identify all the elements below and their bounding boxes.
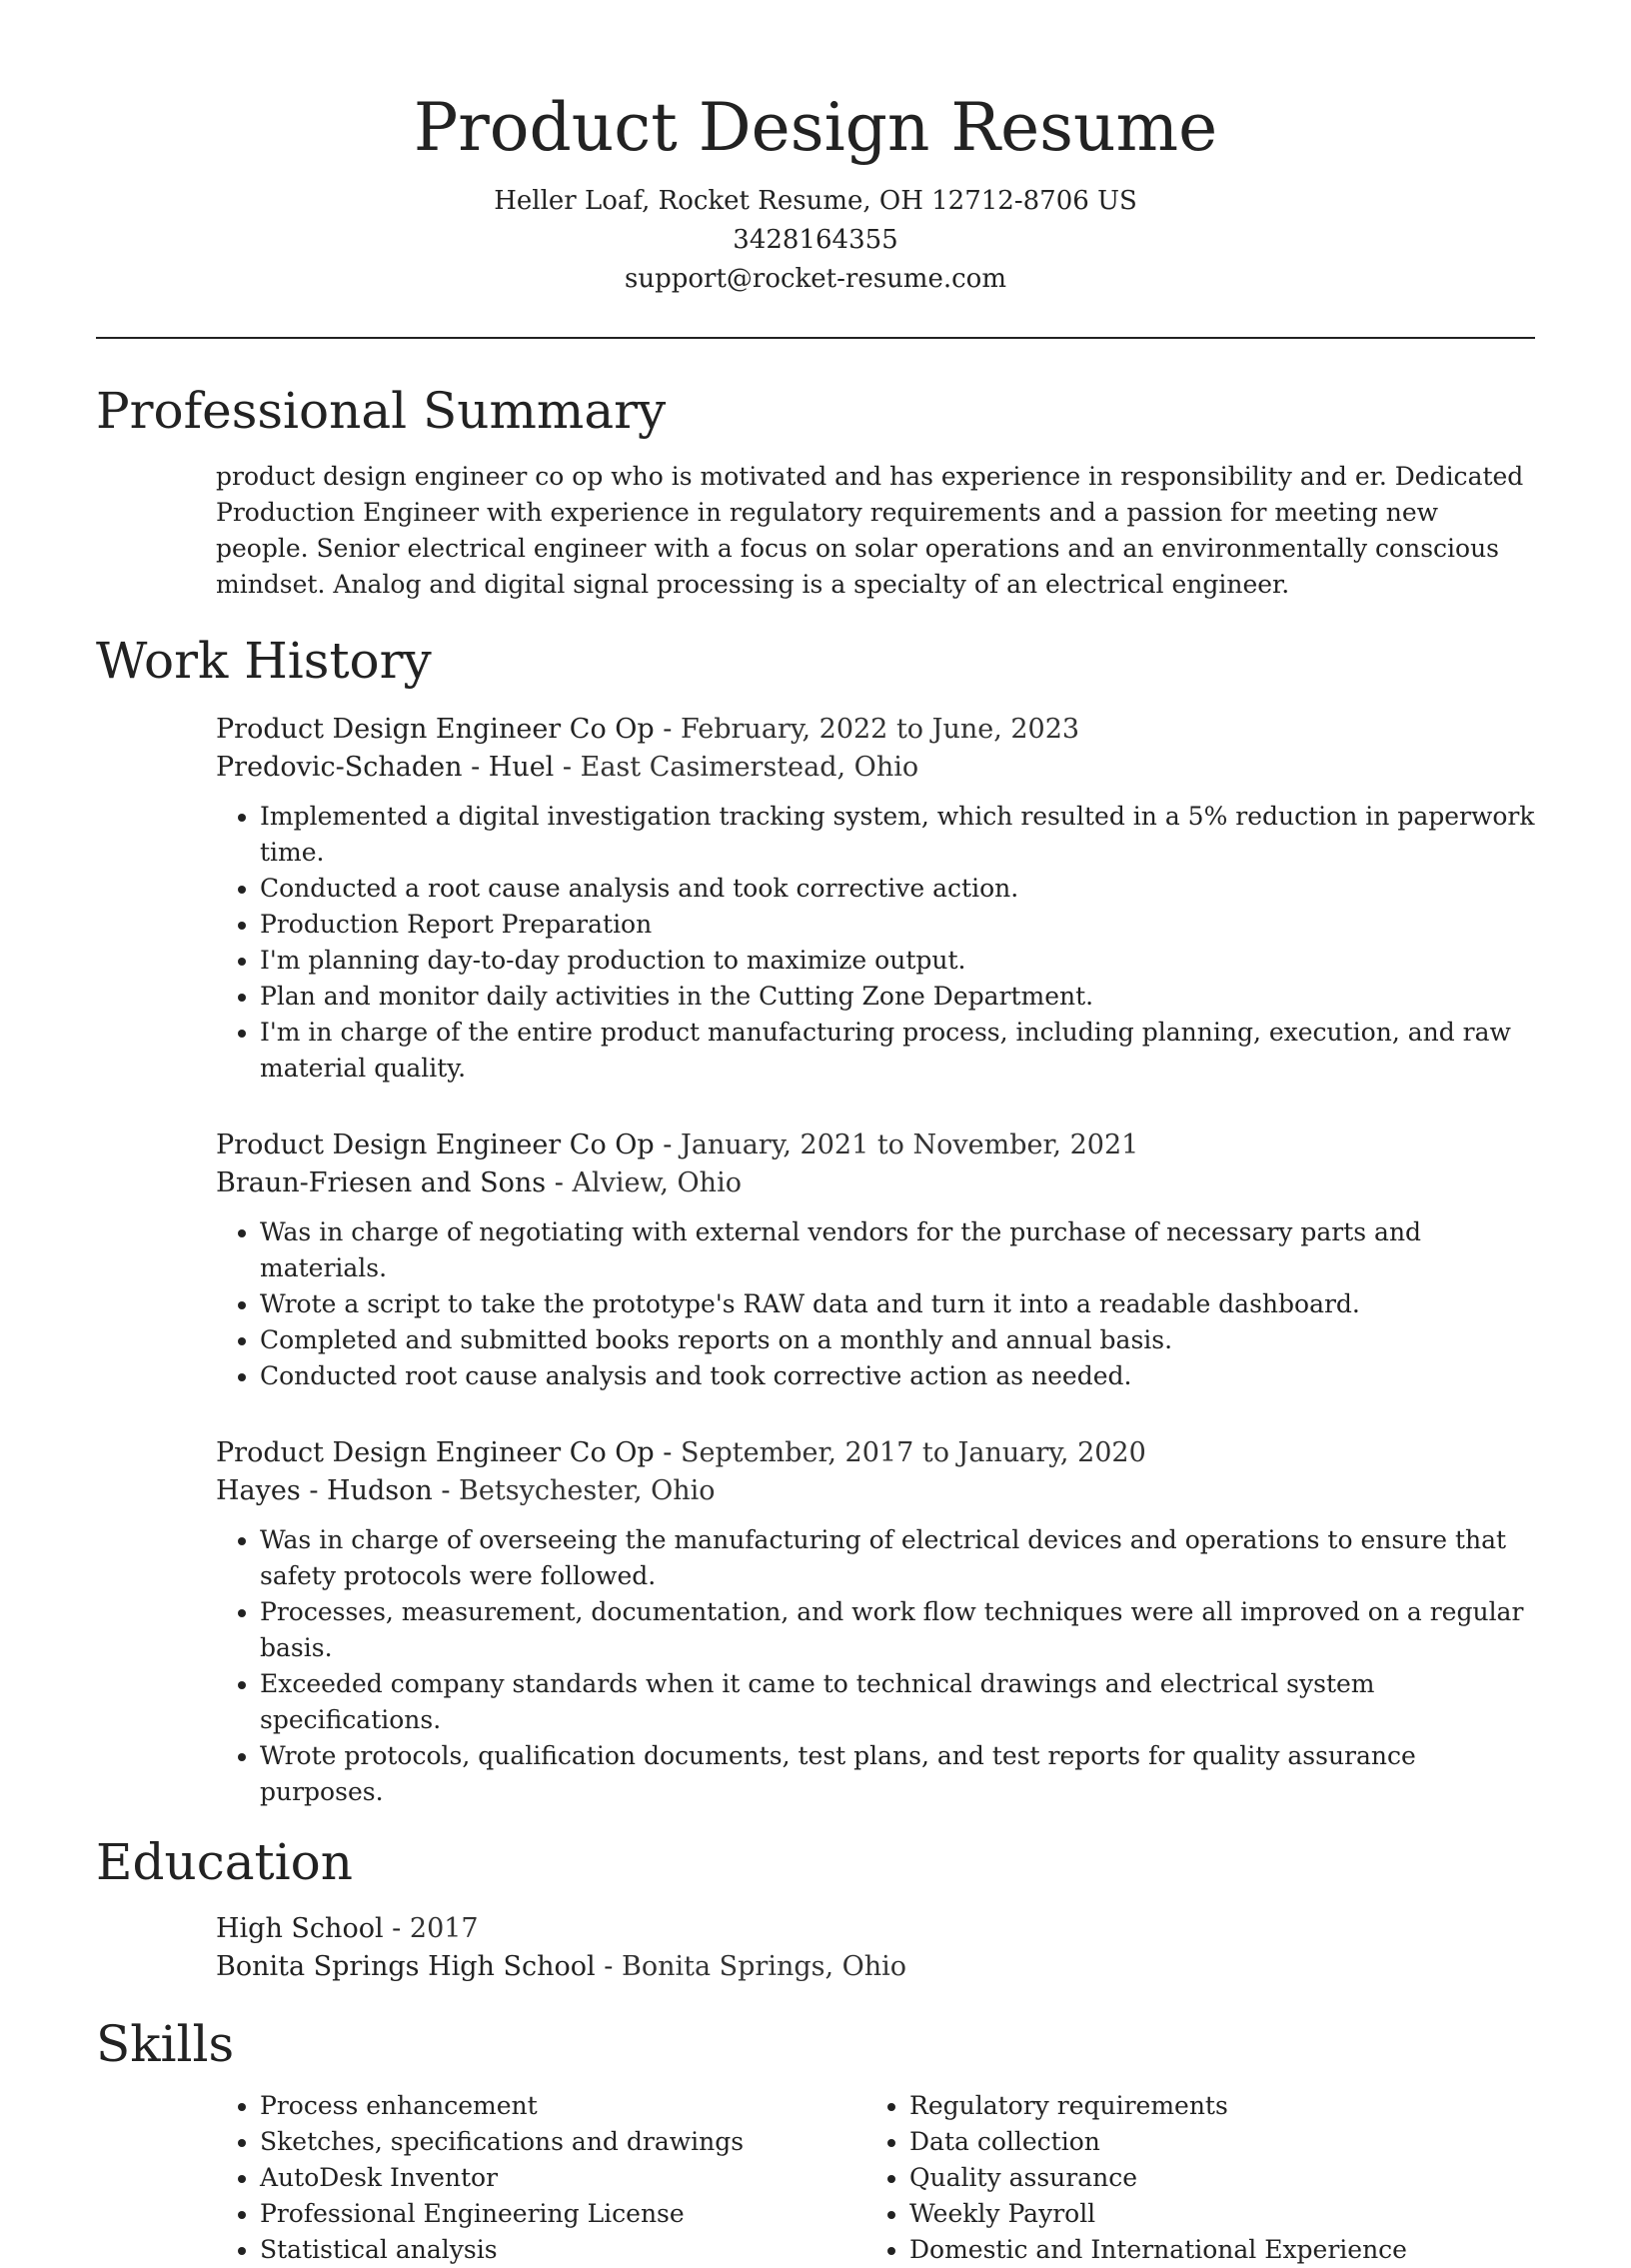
job-title-line: Product Design Engineer Co Op - September, 2017 to January, 2020 bbox=[216, 1437, 1146, 1468]
list-item: • Statistical analysis bbox=[260, 2232, 865, 2268]
list-item: • Processes, measurement, documentation, and work flow techniques were all improved on a regular basis. bbox=[260, 1594, 1535, 1666]
job-dates: January, 2021 to November, 2021 bbox=[681, 1130, 1139, 1160]
list-item: • Regulatory requirements bbox=[909, 2088, 1515, 2124]
job-bullets bbox=[216, 1522, 1535, 1810]
resume-header bbox=[96, 0, 1535, 299]
summary-section bbox=[96, 379, 1535, 603]
job-bullets bbox=[216, 799, 1535, 1087]
list-item: • Implemented a digital investigation tracking system, which resulted in a 5% reduction in paperwork time. bbox=[260, 799, 1535, 871]
job-company: Hayes - Hudson bbox=[216, 1475, 433, 1506]
list-item: • Wrote protocols, qualification documents, test plans, and test reports for quality assurance purposes. bbox=[260, 1738, 1535, 1810]
job-title-line: Product Design Engineer Co Op - January, 2021 to November, 2021 bbox=[216, 1130, 1139, 1160]
job-dates: September, 2017 to January, 2020 bbox=[681, 1437, 1146, 1468]
list-item: • AutoDesk Inventor bbox=[260, 2160, 865, 2196]
phone: 3428164355 bbox=[733, 225, 898, 255]
job-entry bbox=[216, 1127, 1535, 1394]
skills-column-left bbox=[216, 2088, 865, 2268]
list-item: • Quality assurance bbox=[909, 2160, 1515, 2196]
education-school: Bonita Springs High School bbox=[216, 1951, 596, 1982]
list-item: • Professional Engineering License bbox=[260, 2196, 865, 2232]
job-entry bbox=[216, 711, 1535, 1087]
education-year: 2017 bbox=[409, 1913, 479, 1944]
education-section bbox=[96, 1830, 1535, 1986]
education-degree-line: High School - 2017 bbox=[216, 1913, 479, 1944]
list-item: • Production Report Preparation bbox=[260, 907, 1535, 943]
education-school-line: Bonita Springs High School - Bonita Springs, Ohio bbox=[216, 1951, 907, 1982]
job-company-line: Predovic-Schaden - Huel - East Casimerstead, Ohio bbox=[216, 752, 919, 783]
list-item: • Plan and monitor daily activities in the Cutting Zone Department. bbox=[260, 979, 1535, 1015]
job-company: Predovic-Schaden - Huel bbox=[216, 752, 555, 783]
skills-list-right bbox=[865, 2088, 1515, 2268]
education-degree: High School bbox=[216, 1913, 384, 1944]
resume-page bbox=[96, 0, 1535, 2268]
list-item: • Completed and submitted books reports on a monthly and annual basis. bbox=[260, 1322, 1535, 1358]
job-dates: February, 2022 to June, 2023 bbox=[681, 714, 1080, 745]
job-title-line: Product Design Engineer Co Op - February, 2022 to June, 2023 bbox=[216, 714, 1080, 745]
email: support@rocket-resume.com bbox=[624, 264, 1006, 294]
list-item: • Data collection bbox=[909, 2124, 1515, 2160]
job-entry bbox=[216, 1434, 1535, 1810]
list-item: • Conducted a root cause analysis and took corrective action. bbox=[260, 871, 1535, 907]
list-item: • I'm planning day-to-day production to maximize output. bbox=[260, 943, 1535, 979]
list-item: • Was in charge of overseeing the manufacturing of electrical devices and operations to ensure that safety protocols were followed. bbox=[260, 1522, 1535, 1594]
list-item: • Was in charge of negotiating with external vendors for the purchase of necessary parts and materials. bbox=[260, 1214, 1535, 1286]
skills-list-left bbox=[216, 2088, 865, 2268]
education-heading: Education bbox=[96, 1833, 353, 1891]
work-history-heading: Work History bbox=[96, 632, 432, 690]
job-bullets bbox=[216, 1214, 1535, 1394]
job-location: East Casimerstead, Ohio bbox=[580, 752, 919, 783]
address: Heller Loaf, Rocket Resume, OH 12712-8706 US bbox=[494, 186, 1137, 216]
education-location: Bonita Springs, Ohio bbox=[621, 1951, 907, 1982]
skills-heading: Skills bbox=[96, 2015, 235, 2073]
job-location: Alview, Ohio bbox=[572, 1167, 742, 1198]
job-company-line: Hayes - Hudson - Betsychester, Ohio bbox=[216, 1475, 716, 1506]
list-item: • Weekly Payroll bbox=[909, 2196, 1515, 2232]
summary-text: product design engineer co op who is motivated and has experience in responsibility and er. Dedicated Production Engineer with experience in regulatory requirements and a passion for meeting new people. Senior electrical engineer with a focus on solar operations and an environmentally conscious mindset. Analog and digital signal processing is a specialty of an electrical engineer. bbox=[216, 462, 1524, 599]
header-divider bbox=[96, 337, 1535, 339]
skills-column-right bbox=[865, 2088, 1515, 2268]
job-title: Product Design Engineer Co Op bbox=[216, 1130, 655, 1160]
skills-section bbox=[96, 2012, 1535, 2268]
list-item: • Wrote a script to take the prototype's RAW data and turn it into a readable dashboard. bbox=[260, 1286, 1535, 1322]
summary-heading: Professional Summary bbox=[96, 382, 667, 440]
list-item: • Conducted root cause analysis and took corrective action as needed. bbox=[260, 1358, 1535, 1394]
job-location: Betsychester, Ohio bbox=[459, 1475, 716, 1506]
list-item: • Process enhancement bbox=[260, 2088, 865, 2124]
work-history-section bbox=[96, 629, 1535, 1810]
job-company-line: Braun-Friesen and Sons - Alview, Ohio bbox=[216, 1167, 742, 1198]
list-item: • Domestic and International Experience bbox=[909, 2232, 1515, 2268]
list-item: • I'm in charge of the entire product manufacturing process, including planning, execution, and raw material quality. bbox=[260, 1015, 1535, 1087]
list-item: • Sketches, specifications and drawings bbox=[260, 2124, 865, 2160]
job-company: Braun-Friesen and Sons bbox=[216, 1167, 547, 1198]
resume-title: Product Design Resume bbox=[413, 89, 1218, 166]
job-title: Product Design Engineer Co Op bbox=[216, 1437, 655, 1468]
job-title: Product Design Engineer Co Op bbox=[216, 714, 655, 745]
list-item: • Exceeded company standards when it came to technical drawings and electrical system specifications. bbox=[260, 1666, 1535, 1738]
